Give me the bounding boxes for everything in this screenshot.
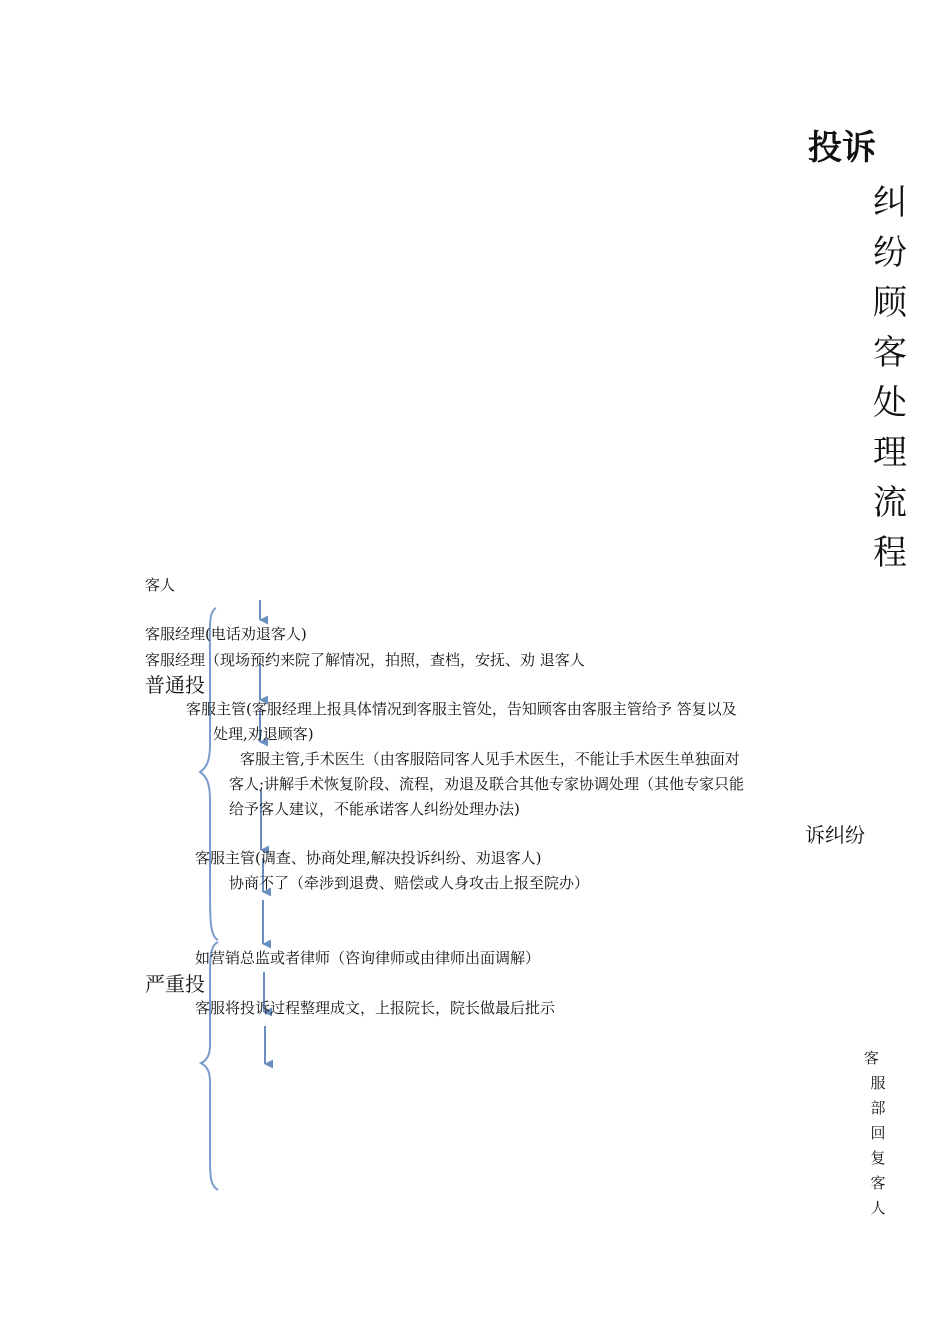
reply-char: 回 — [870, 1124, 886, 1142]
side-label: 诉纠纷 — [805, 823, 865, 847]
step-manager-onsite: 客服经理（现场预约来院了解情况，拍照，查档，安抚、劝 退客人 — [145, 651, 585, 669]
title-char: 处 — [873, 383, 907, 423]
step-supervisor-investigate: 客服主管(调查、协商处理,解决投诉纠纷、劝退客人) — [195, 849, 542, 867]
title-first-line: 投诉 — [808, 128, 876, 168]
title-char: 客 — [873, 333, 907, 373]
reply-char: 部 — [870, 1099, 886, 1117]
reply-char: 服 — [870, 1074, 886, 1092]
reply-vertical — [864, 1046, 892, 1221]
title-char: 纠 — [873, 183, 907, 223]
step-supervisor-line2: 处理,劝退顾客) — [213, 725, 314, 743]
step-supervisor-line1: 客服主管(客服经理上报具体情况到客服主管处，告知顾客由客服主管给予 答复以及 — [186, 700, 737, 718]
reply-char: 客 — [870, 1174, 886, 1192]
reply-char: 复 — [870, 1149, 886, 1167]
step-doctor-line2: 客人;讲解手术恢复阶段、流程，劝退及联合其他专家协调处理（其他专家只能 — [229, 775, 745, 793]
title-char: 顾 — [873, 283, 907, 323]
step-manager-phone: 客服经理(电话劝退客人) — [145, 625, 307, 643]
category-serious: 严重投 — [145, 972, 205, 996]
title-char: 理 — [873, 433, 907, 473]
step-doctor-line1: 客服主管,手术医生（由客服陪同客人见手术医生，不能让手术医生单独面对 — [240, 750, 740, 768]
reply-char: 人 — [870, 1199, 886, 1217]
step-customer: 客人 — [145, 576, 176, 594]
title-char: 纷 — [873, 233, 907, 273]
step-report-president: 客服将投诉过程整理成文，上报院长，院长做最后批示 — [195, 999, 556, 1017]
title-char: 流 — [873, 483, 907, 523]
reply-char: 客 — [864, 1049, 880, 1067]
category-normal: 普通投 — [145, 673, 205, 697]
title-char: 程 — [873, 533, 907, 573]
step-director-lawyer: 如营销总监或者律师（咨询律师或由律师出面调解） — [195, 949, 541, 967]
step-doctor-line3: 给予客人建议，不能承诺客人纠纷处理办法) — [229, 800, 520, 818]
step-escalate: 协商不了（牵涉到退费、赔偿或人身攻击上报至院办） — [229, 874, 590, 892]
